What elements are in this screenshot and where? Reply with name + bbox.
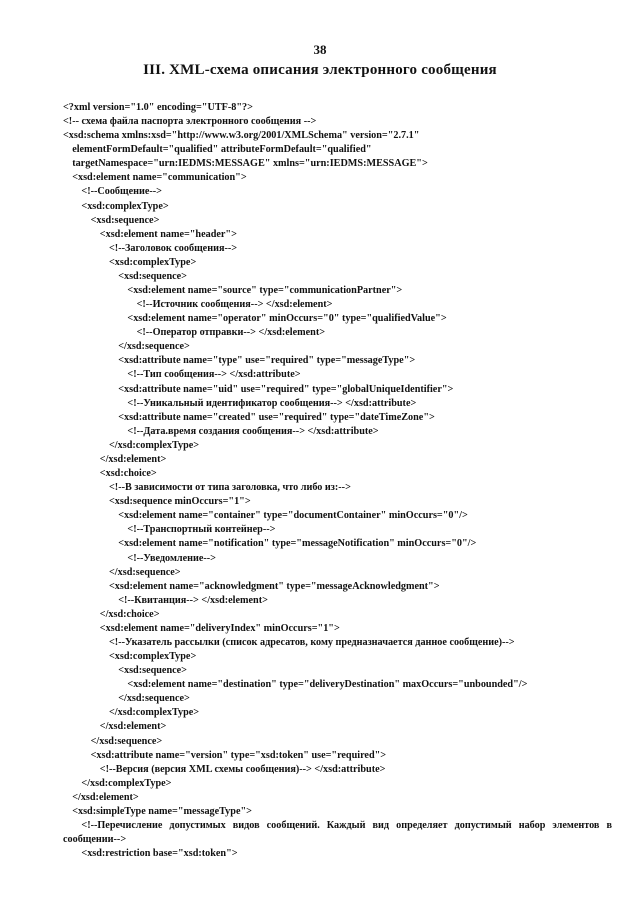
code-line: </xsd:sequence> (90, 735, 163, 747)
code-line: </xsd:sequence> (118, 693, 190, 705)
code-line: </xsd:element> (72, 791, 139, 803)
code-line: <xsd:element name="operator" minOccurs="0" type="qualifiedValue"> (127, 313, 447, 325)
code-line: <!--В зависимости от типа заголовка, что либо из:--> (109, 482, 351, 494)
code-line: <!--Тип сообщения--> </xsd:attribute> (127, 369, 301, 381)
code-line: <xsd:element name="source" type="communicationPartner"> (127, 285, 403, 297)
code-line: <xsd:complexType> (109, 651, 197, 663)
code-line: <xsd:element name="destination" type="deliveryDestination" maxOccurs="unbounded"/> (127, 679, 528, 691)
code-line: <!--Перечисление допустимых видов сообщений. Каждый вид определяет допустимый набор элементов в (81, 819, 612, 831)
code-line: <xsd:restriction base="xsd:token"> (81, 848, 238, 860)
code-line: сообщении--> (63, 834, 127, 846)
code-line: <xsd:element name="header"> (99, 228, 237, 240)
code-line: <xsd:sequence> (90, 214, 160, 226)
code-line: <!--Указатель рассылки (список адресатов, кому предназначается данное сообщение)--> (109, 636, 515, 648)
code-line: <xsd:simpleType name="messageType"> (72, 805, 252, 817)
code-line: <xsd:complexType> (81, 200, 169, 212)
code-line: <xsd:attribute name="uid" use="required" type="globalUniqueIdentifier"> (118, 383, 454, 395)
code-line: <xsd:choice> (99, 468, 157, 480)
code-line: <xsd:element name="communication"> (72, 172, 247, 184)
code-line: <!-- схема файла паспорта электронного сообщения --> (63, 116, 317, 128)
code-line: <xsd:sequence minOccurs="1"> (109, 496, 251, 508)
code-line: </xsd:complexType> (109, 707, 200, 719)
xml-schema-listing (0, 101, 640, 861)
section-title: III. XML-схема описания электронного сообщения (143, 62, 497, 78)
code-line: targetNamespace="urn:IEDMS:MESSAGE" xmlns="urn:IEDMS:MESSAGE"> (72, 158, 428, 170)
code-line: <xsd:schema xmlns:xsd="http://www.w3.org/2001/XMLSchema" version="2.7.1" (63, 130, 420, 142)
code-line: </xsd:choice> (99, 608, 160, 620)
code-line: <!--Уникальный идентификатор сообщения--> </xsd:attribute> (127, 397, 417, 409)
code-line: <!--Сообщение--> (81, 186, 162, 198)
code-line: </xsd:element> (99, 721, 167, 733)
code-line: <xsd:complexType> (109, 256, 197, 268)
code-line: <!--Оператор отправки--> </xsd:element> (136, 327, 326, 339)
code-line: elementFormDefault="qualified" attributeFormDefault="qualified" (72, 144, 372, 156)
code-line: <?xml version="1.0" encoding="UTF-8"?> (63, 102, 253, 113)
code-line: <!--Квитанция--> </xsd:element> (118, 594, 268, 606)
code-line: </xsd:complexType> (81, 777, 172, 789)
code-line: <xsd:element name="container" type="documentContainer" minOccurs="0"/> (118, 510, 468, 522)
code-line: <xsd:attribute name="created" use="required" type="dateTimeZone"> (118, 411, 435, 423)
code-line: <xsd:element name="acknowledgment" type="messageAcknowledgment"> (109, 580, 440, 592)
code-line: </xsd:element> (99, 453, 167, 465)
page-number: 38 (313, 42, 327, 57)
code-line: </xsd:sequence> (118, 341, 190, 353)
code-line: <!--Дата.время создания сообщения--> </xsd:attribute> (127, 425, 379, 437)
code-line: <xsd:sequence> (118, 270, 187, 282)
code-line: <xsd:attribute name="version" type="xsd:token" use="required"> (90, 749, 387, 761)
code-line: <xsd:sequence> (118, 665, 187, 677)
code-line: <!--Источник сообщения--> </xsd:element> (136, 299, 333, 311)
code-line: <xsd:element name="notification" type="messageNotification" minOccurs="0"/> (118, 538, 477, 550)
code-line: <xsd:element name="deliveryIndex" minOccurs="1"> (99, 622, 340, 634)
code-line: <!--Версия (версия XML схемы сообщения)--> </xsd:attribute> (99, 763, 386, 775)
code-line: <!--Уведомление--> (127, 552, 216, 564)
code-line: </xsd:complexType> (109, 439, 200, 451)
code-line: <xsd:attribute name="type" use="required" type="messageType"> (118, 355, 416, 367)
code-line: <!--Заголовок сообщения--> (109, 242, 238, 254)
code-line: </xsd:sequence> (109, 566, 181, 578)
code-line: <!--Транспортный контейнер--> (127, 524, 276, 536)
